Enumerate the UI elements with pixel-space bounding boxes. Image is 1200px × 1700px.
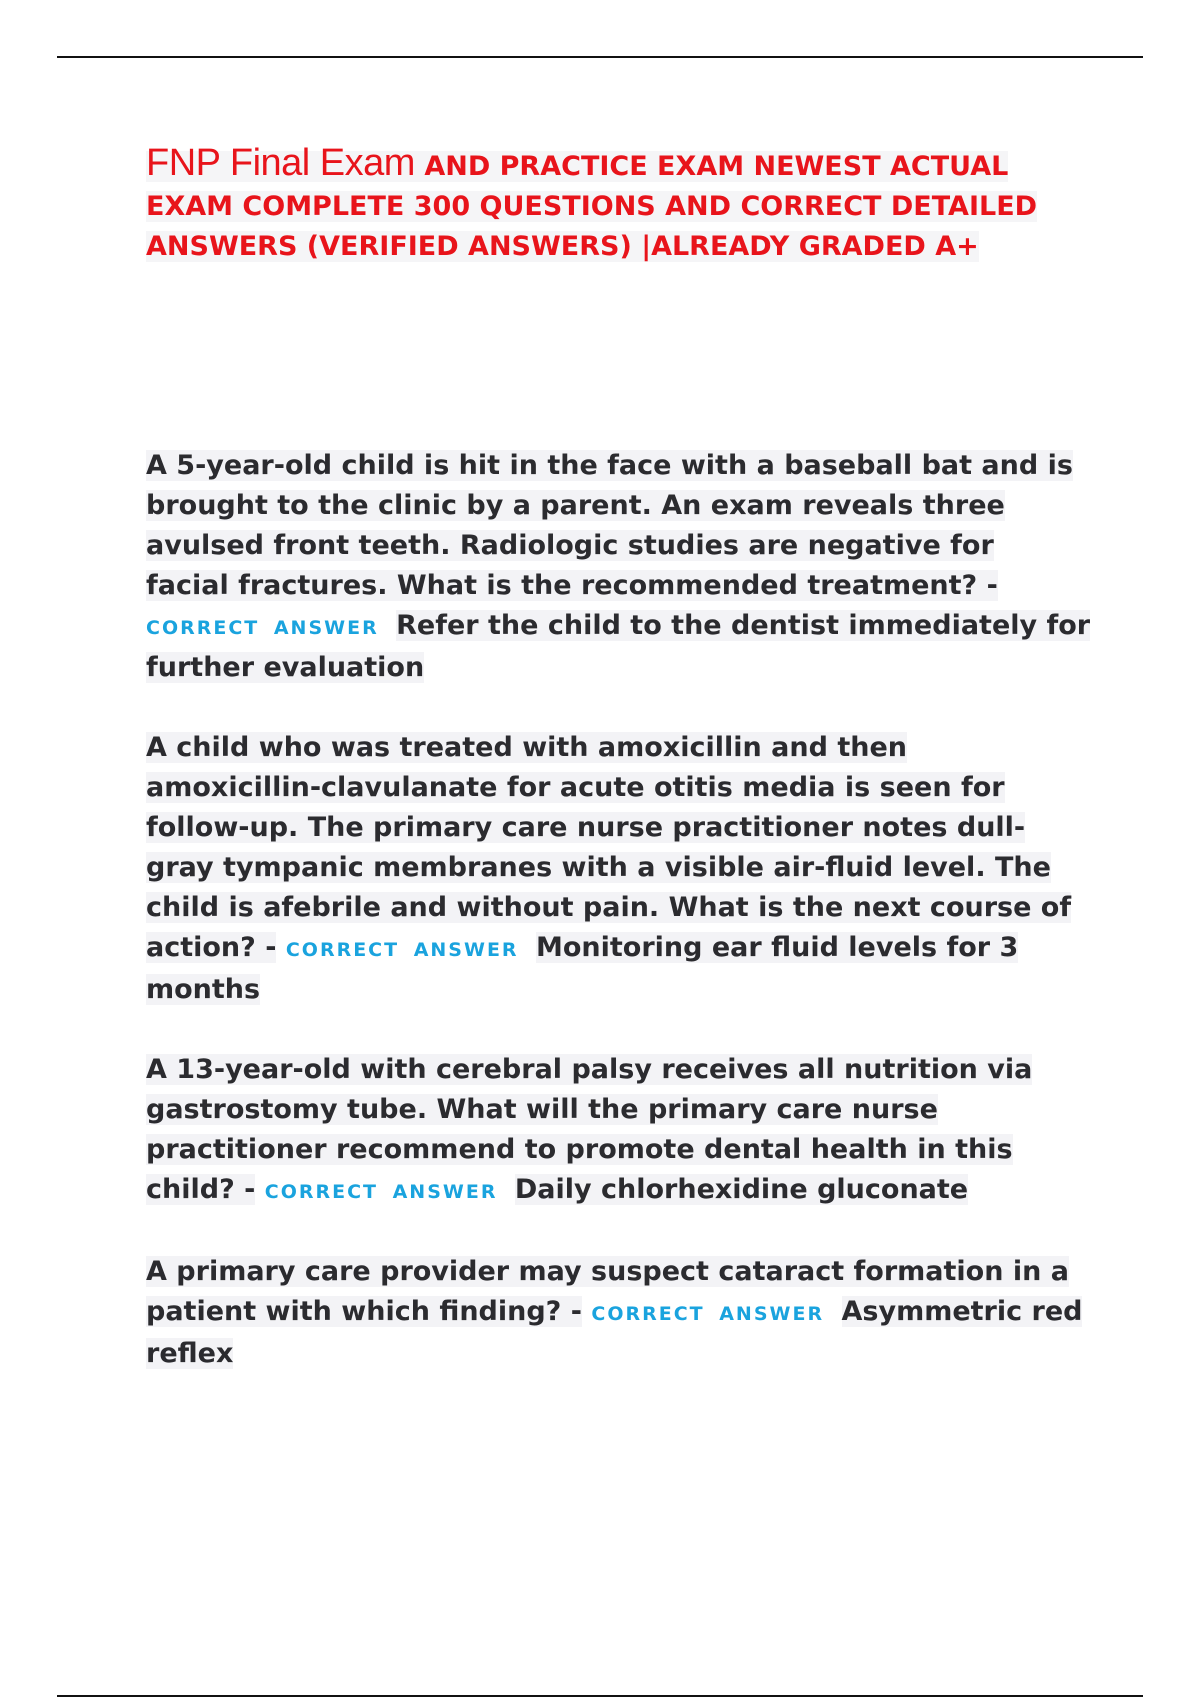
correct-answer-label: CORRECT ANSWER <box>285 939 519 961</box>
question-line: A child who was treated with amoxicillin and then <box>146 732 907 763</box>
answer-text: reflex <box>146 1338 234 1369</box>
correct-answer-label: CORRECT ANSWER <box>591 1303 825 1325</box>
qa-item <box>146 1050 1086 1212</box>
title-lead: FNP Final Exam <box>146 142 415 184</box>
title-line-2: EXAM COMPLETE 300 QUESTIONS AND CORRECT DETAILED <box>146 191 1038 222</box>
answer-text: Monitoring ear fluid levels for 3 <box>535 932 1019 963</box>
question-line: facial fractures. What is the recommended treatment? - <box>146 570 998 601</box>
question-line: A 13-year-old with cerebral palsy receives all nutrition via <box>146 1054 1033 1085</box>
question-line: child? - <box>146 1174 256 1205</box>
title-line-3: ANSWERS (VERIFIED ANSWERS) |ALREADY GRADED A+ <box>146 231 979 262</box>
question-line: follow-up. The primary care nurse practitioner notes dull- <box>146 812 1026 843</box>
question-line: patient with which finding? - <box>146 1296 582 1327</box>
question-line: child is afebrile and without pain. What is the next course of <box>146 892 1072 923</box>
question-line: action? - <box>146 932 277 963</box>
document-title <box>146 143 1086 267</box>
qa-item <box>146 446 1091 688</box>
question-line: A primary care provider may suspect cataract formation in a <box>146 1256 1069 1287</box>
answer-text: Refer the child to the dentist immediately for <box>396 610 1091 641</box>
answer-text: months <box>146 974 261 1005</box>
footer-rule <box>57 1695 1143 1697</box>
header-rule <box>57 56 1143 58</box>
qa-list <box>146 446 1091 1414</box>
correct-answer-label: CORRECT ANSWER <box>146 617 379 639</box>
qa-item <box>146 1252 1086 1374</box>
question-line: gray tympanic membranes with a visible air-fluid level. The <box>146 852 1051 883</box>
answer-text: Asymmetric red <box>841 1296 1083 1327</box>
question-line: brought to the clinic by a parent. An exam reveals three <box>146 490 1005 521</box>
title-rest: AND PRACTICE EXAM NEWEST ACTUAL <box>424 151 1009 182</box>
question-line: gastrostomy tube. What will the primary care nurse <box>146 1094 938 1125</box>
title-line-1 <box>146 143 1086 187</box>
qa-item <box>146 728 1086 1010</box>
question-line: avulsed front teeth. Radiologic studies are negative for <box>146 530 994 561</box>
question-line: amoxicillin-clavulanate for acute otitis media is seen for <box>146 772 1005 803</box>
correct-answer-label: CORRECT ANSWER <box>264 1181 498 1203</box>
answer-text: further evaluation <box>146 652 425 683</box>
answer-text: Daily chlorhexidine gluconate <box>514 1174 969 1205</box>
question-line: practitioner recommend to promote dental health in this <box>146 1134 1013 1165</box>
question-line: A 5-year-old child is hit in the face with a baseball bat and is <box>146 450 1073 481</box>
